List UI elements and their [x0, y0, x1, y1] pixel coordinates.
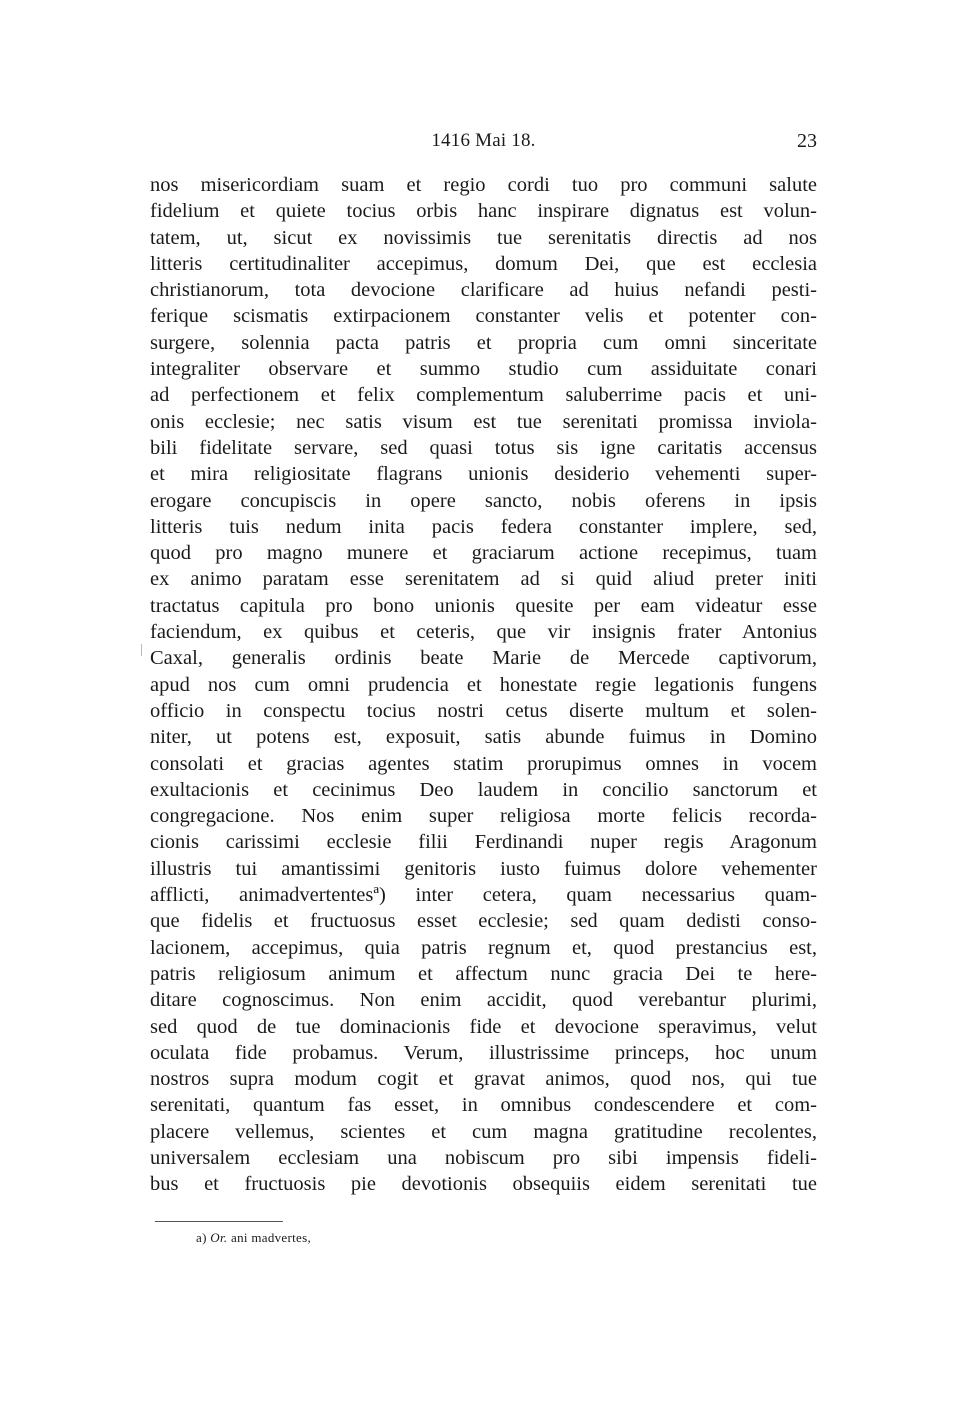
running-head [150, 130, 817, 156]
text-line: Caxal, generalis ordinis beate Marie de Mercede captivorum, [150, 647, 817, 670]
text-line: surgere, solennia pacta patris et propria cum omni sinceritate [150, 331, 817, 354]
text-line: que fidelis et fructuosus esset ecclesie; sed quam dedisti conso- [150, 910, 817, 933]
text-line: cionis carissimi ecclesie filii Ferdinandi nuper regis Aragonum [150, 831, 817, 854]
text-line: ex animo paratam esse serenitatem ad si quid aliud preter initi [150, 568, 817, 591]
text-line: sed quod de tue dominacionis fide et devocione speravimus, velut [150, 1015, 817, 1038]
text-line: nostros supra modum cogit et gravat animos, quod nos, qui tue [150, 1068, 817, 1091]
text-line: placere vellemus, scientes et cum magna gratitudine recolentes, [150, 1120, 817, 1143]
text-line: litteris tuis nedum inita pacis federa constanter implere, sed, [150, 515, 817, 538]
text-line: universalem ecclesiam una nobiscum pro sibi impensis fideli- [150, 1146, 817, 1169]
text-line: tatem, ut, sicut ex novissimis tue serenitatis directis ad nos [150, 226, 817, 249]
text-line: integraliter observare et summo studio cum assiduitate conari [150, 358, 817, 381]
text-line: apud nos cum omni prudencia et honestate regie legationis fungens [150, 673, 817, 696]
text-line: ditare cognoscimus. Non enim accidit, quod verebantur plurimi, [150, 989, 817, 1012]
text-line: fidelium et quiete tocius orbis hanc inspirare dignatus est volun- [150, 200, 817, 223]
text-line: oculata fide probamus. Verum, illustrissime princeps, hoc unum [150, 1041, 817, 1064]
footnote [196, 1230, 311, 1246]
text-line: tractatus capitula pro bono unionis quesite per eam videatur esse [150, 594, 817, 617]
text-line: nos misericordiam suam et regio cordi tuo pro communi salute [150, 174, 817, 196]
text-line: officio in conspectu tocius nostri cetus diserte multum et solen- [150, 699, 817, 722]
footnote-text: ani madvertes, [231, 1230, 312, 1245]
text-line: litteris certitudinaliter accepimus, domum Dei, que est ecclesia [150, 252, 817, 275]
footnote-siglum: Or. [210, 1230, 228, 1245]
text-line: bili fidelitate servare, sed quasi totus sis igne caritatis accensus [150, 436, 817, 459]
text-line: niter, ut potens est, exposuit, satis abunde fuimus in Domino [150, 726, 817, 749]
footnote-rule [155, 1221, 283, 1222]
text-line: ferique scismatis extirpacionem constanter velis et potenter con- [150, 305, 817, 328]
text-line: et mira religiositate flagrans unionis desiderio vehementi super- [150, 463, 817, 486]
text-line: ad perfectionem et felix complementum saluberrime pacis et uni- [150, 384, 817, 407]
text-line: serenitati, quantum fas esset, in omnibus condescendere et com- [150, 1094, 817, 1117]
text-line: christianorum, tota devocione clarificare ad huius nefandi pesti- [150, 279, 817, 302]
text-line: quod pro magno munere et graciarum actione recepimus, tuam [150, 542, 817, 565]
running-title: 1416 Mai 18. [431, 130, 536, 151]
text-line: exultacionis et cecinimus Deo laudem in concilio sanctorum et [150, 778, 817, 801]
text-line: patris religiosum animum et affectum nunc gracia Dei te here- [150, 962, 817, 985]
text-line: bus et fructuosis pie devotionis obsequiis eidem serenitati tue [150, 1173, 817, 1196]
page-number: 23 [797, 130, 817, 152]
margin-mark [141, 644, 142, 656]
text-line: illustris tui amantissimi genitoris iusto fuimus dolore vehementer [150, 857, 817, 880]
text-line: onis ecclesie; nec satis visum est tue serenitati promissa inviola- [150, 410, 817, 433]
text-line: congregacione. Nos enim super religiosa morte felicis recorda- [150, 805, 817, 828]
text-line: lacionem, accepimus, quia patris regnum et, quod prestancius est, [150, 936, 817, 959]
text-line: faciendum, ex quibus et ceteris, que vir insignis frater Antonius [150, 621, 817, 644]
text-line: consolati et gracias agentes statim prorupimus omnes in vocem [150, 752, 817, 775]
text-line: afflicti, animadvertentesª) inter cetera, quam necessarius quam- [150, 884, 817, 907]
text-line: erogare concupiscis in opere sancto, nobis oferens in ipsis [150, 489, 817, 512]
body-text [150, 172, 817, 1198]
footnote-marker: a) [196, 1230, 207, 1245]
